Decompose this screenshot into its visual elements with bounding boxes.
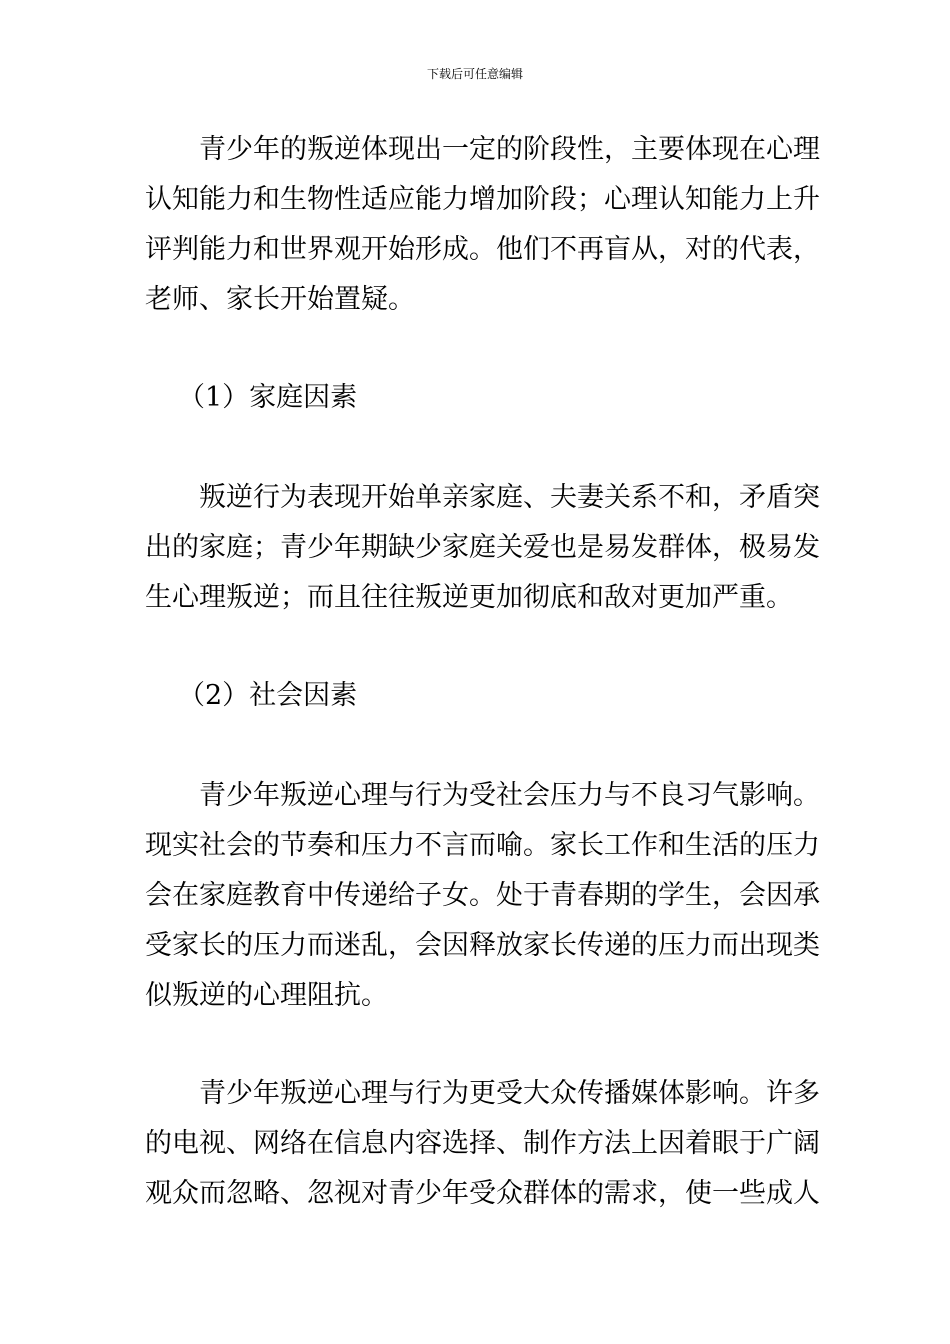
section-heading-social-factors: （2）社会因素 bbox=[178, 680, 358, 711]
paragraph-line: 会在家庭教育中传递给子女。处于青春期的学生，会因承 bbox=[145, 880, 820, 911]
paragraph-line: 观众而忽略、忽视对青少年受众群体的需求，使一些成人 bbox=[145, 1178, 820, 1209]
paragraph-line: 认知能力和生物性适应能力增加阶段；心理认知能力上升 bbox=[145, 184, 820, 215]
paragraph-line: 叛逆行为表现开始单亲家庭、夫妻关系不和，矛盾突 bbox=[199, 482, 820, 513]
paragraph-line: 出的家庭；青少年期缺少家庭关爱也是易发群体，极易发 bbox=[145, 532, 820, 563]
paragraph-line: 受家长的压力而迷乱，会因释放家长传递的压力而出现类 bbox=[145, 930, 820, 961]
page-header-note: 下载后可任意编辑 bbox=[426, 67, 523, 81]
paragraph-line: 青少年叛逆心理与行为受社会压力与不良习气影响。 bbox=[199, 780, 820, 811]
paragraph-line: 青少年的叛逆体现出一定的阶段性，主要体现在心理 bbox=[199, 134, 820, 165]
paragraph-line: 生心理叛逆；而且往往叛逆更加彻底和敌对更加严重。 bbox=[145, 582, 793, 613]
paragraph-line: 评判能力和世界观开始形成。他们不再盲从，对的代表， bbox=[145, 234, 820, 265]
paragraph-line: 现实社会的节奏和压力不言而喻。家长工作和生活的压力 bbox=[145, 830, 820, 861]
paragraph-line: 老师、家长开始置疑。 bbox=[145, 284, 415, 315]
paragraph-line: 青少年叛逆心理与行为更受大众传播媒体影响。许多 bbox=[199, 1078, 820, 1109]
section-heading-family-factors: （1）家庭因素 bbox=[178, 382, 358, 413]
paragraph-line: 的电视、网络在信息内容选择、制作方法上因着眼于广阔 bbox=[145, 1128, 820, 1159]
paragraph-line: 似叛逆的心理阻抗。 bbox=[145, 980, 388, 1011]
